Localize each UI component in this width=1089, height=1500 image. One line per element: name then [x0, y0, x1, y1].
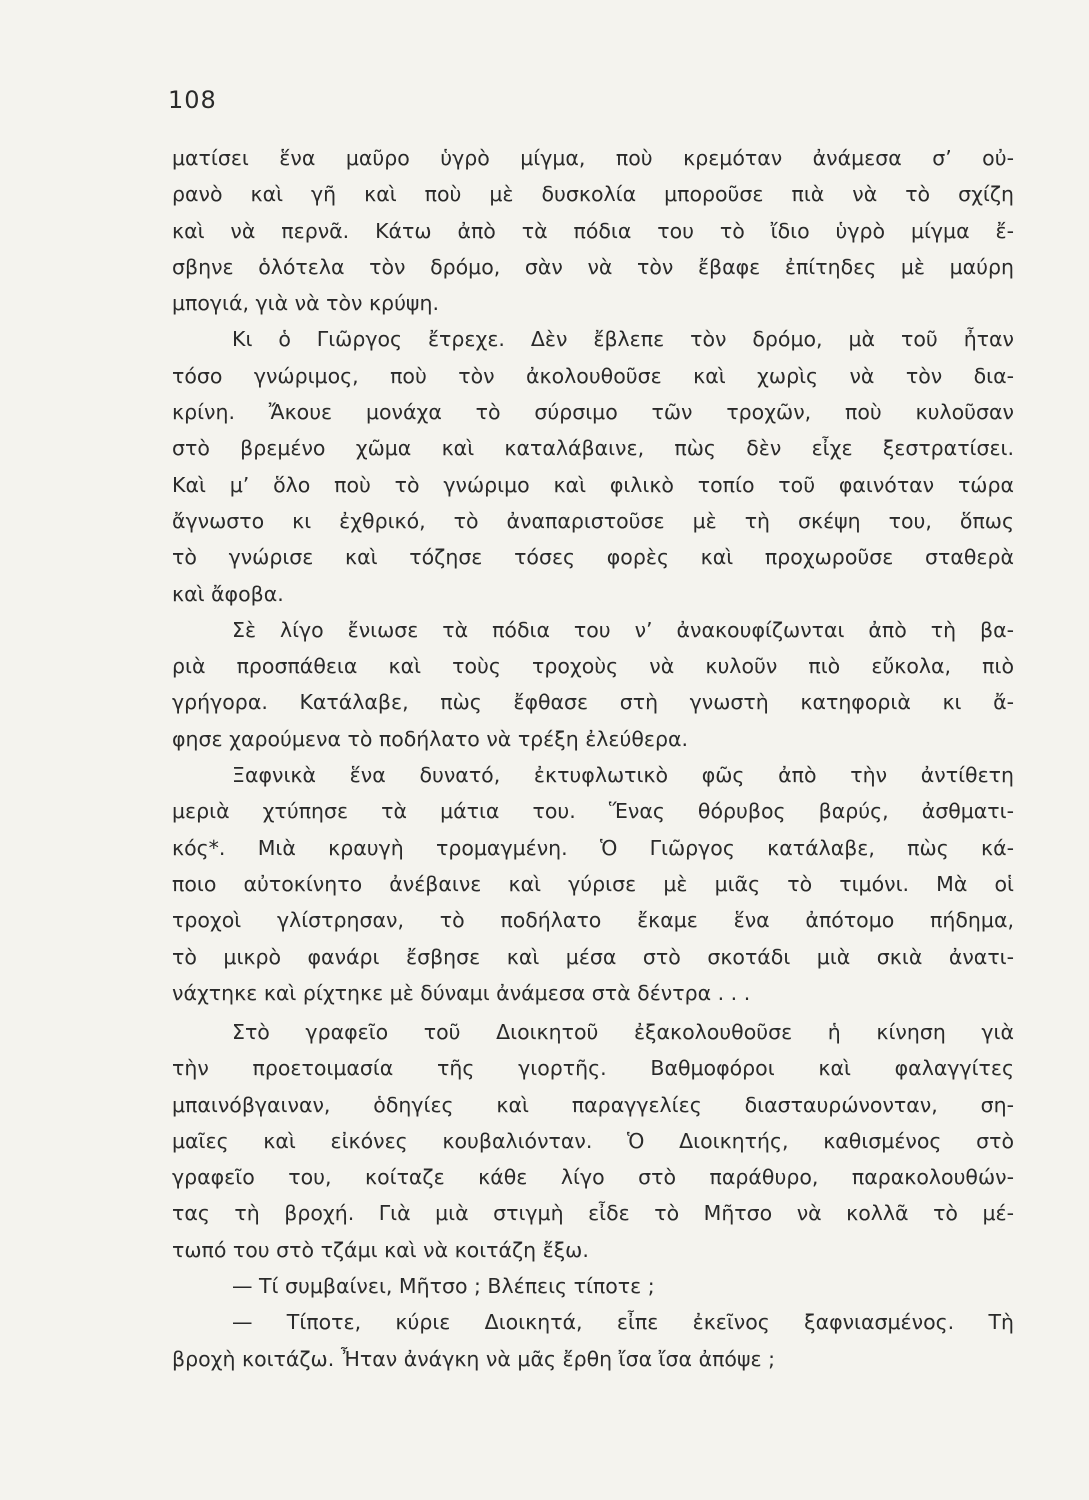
text-line: ἄγνωστο κι ἐχθρικό, τὸ ἀναπαριστοῦσε μὲ τὴ σκέψη του, ὅπως: [172, 508, 1014, 533]
text-block-main: [172, 140, 1014, 1011]
text-line: τόσο γνώριμος, ποὺ τὸν ἀκολουθοῦσε καὶ χωρὶς νὰ τὸν δια-: [172, 363, 1014, 388]
text-line: νάχτηκε καὶ ρίχτηκε μὲ δύναμι ἀνάμεσα στὰ δέντρα . . .: [172, 980, 751, 1005]
text-line: στὸ βρεμένο χῶμα καὶ καταλάβαινε, πὼς δὲν εἶχε ξεστρατίσει.: [172, 436, 1014, 461]
text-line: μαῖες καὶ εἰκόνες κουβαλιόνταν. Ὁ Διοικητής, καθισμένος στὸ: [172, 1128, 1014, 1153]
dialogue-line: — Τίποτε, κύριε Διοικητά, εἶπε ἐκεῖνος ξαφνιασμένος. Τὴ: [232, 1310, 1014, 1335]
text-line: γραφεῖο του, κοίταζε κάθε λίγο στὸ παράθυρο, παρακολουθών-: [172, 1165, 1014, 1190]
text-line: τὴν προετοιμασία τῆς γιορτῆς. Βαθμοφόροι καὶ φαλαγγίτες: [172, 1056, 1014, 1081]
text-line: τωπό του στὸ τζάμι καὶ νὰ κοιτάζη ἔξω.: [172, 1237, 589, 1262]
text-block-office: [172, 1014, 1014, 1377]
text-line: κός*. Μιὰ κραυγὴ τρομαγμένη. Ὁ Γιῶργος κατάλαβε, πὼς κά-: [172, 835, 1014, 860]
text-line: ρανὸ καὶ γῆ καὶ ποὺ μὲ δυσκολία μποροῦσε πιὰ νὰ τὸ σχίζη: [172, 182, 1014, 207]
text-line: βροχὴ κοιτάζω. Ἦταν ἀνάγκη νὰ μᾶς ἔρθη ἴσα ἴσα ἀπόψε ;: [172, 1346, 775, 1371]
text-line: φησε χαρούμενα τὸ ποδήλατο νὰ τρέξη ἐλεύθερα.: [172, 726, 689, 751]
text-line: Ξαφνικὰ ἕνα δυνατό, ἐκτυφλωτικὸ φῶς ἀπὸ τὴν ἀντίθετη: [232, 763, 1014, 788]
text-line: ριὰ προσπάθεια καὶ τοὺς τροχοὺς νὰ κυλοῦν πιὸ εὔκολα, πιὸ: [172, 654, 1014, 679]
text-line: καὶ νὰ περνᾶ. Κάτω ἀπὸ τὰ πόδια του τὸ ἴδιο ὑγρὸ μίγμα ἔ-: [172, 218, 1014, 243]
text-line: μεριὰ χτύπησε τὰ μάτια του. Ἕνας θόρυβος βαρύς, ἀσθματι-: [172, 799, 1014, 824]
page-number: 108: [168, 86, 217, 114]
text-line: τὸ μικρὸ φανάρι ἔσβησε καὶ μέσα στὸ σκοτάδι μιὰ σκιὰ ἀνατι-: [172, 944, 1014, 969]
text-line: Στὸ γραφεῖο τοῦ Διοικητοῦ ἐξακολουθοῦσε ἡ κίνηση γιὰ: [232, 1020, 1014, 1044]
text-line: γρήγορα. Κατάλαβε, πὼς ἔφθασε στὴ γνωστὴ κατηφοριὰ κι ἄ-: [172, 690, 1014, 715]
text-line: Κι ὁ Γιῶργος ἔτρεχε. Δὲν ἔβλεπε τὸν δρόμο, μὰ τοῦ ἦταν: [232, 327, 1014, 352]
text-line: μπογιά, γιὰ νὰ τὸν κρύψη.: [172, 291, 439, 316]
text-line: κρίνη. Ἄκουε μονάχα τὸ σύρσιμο τῶν τροχῶν, ποὺ κυλοῦσαν: [172, 400, 1014, 425]
text-line: Σὲ λίγο ἔνιωσε τὰ πόδια του ν’ ἀνακουφίζωνται ἀπὸ τὴ βα-: [232, 617, 1014, 642]
text-line: ματίσει ἕνα μαῦρο ὑγρὸ μίγμα, ποὺ κρεμόταν ἀνάμεσα σ’ οὐ-: [172, 146, 1014, 170]
text-line: Καὶ μ’ ὅλο ποὺ τὸ γνώριμο καὶ φιλικὸ τοπίο τοῦ φαινόταν τώρα: [172, 472, 1014, 497]
dialogue-line: — Τί συμβαίνει, Μῆτσο ; Βλέπεις τίποτε ;: [232, 1274, 655, 1299]
text-line: καὶ ἄφοβα.: [172, 581, 284, 606]
text-line: σβηνε ὁλότελα τὸν δρόμο, σὰν νὰ τὸν ἔβαφε ἐπίτηδες μὲ μαύρη: [172, 254, 1014, 279]
text-line: ποιο αὐτοκίνητο ἀνέβαινε καὶ γύρισε μὲ μιᾶς τὸ τιμόνι. Μὰ οἱ: [172, 871, 1014, 896]
text-line: τας τὴ βροχή. Γιὰ μιὰ στιγμὴ εἶδε τὸ Μῆτσο νὰ κολλᾶ τὸ μέ-: [172, 1201, 1014, 1226]
text-line: μπαινόβγαιναν, ὁδηγίες καὶ παραγγελίες διασταυρώνονταν, ση-: [172, 1092, 1014, 1117]
text-line: τὸ γνώρισε καὶ τόζησε τόσες φορὲς καὶ προχωροῦσε σταθερὰ: [172, 545, 1014, 570]
text-line: τροχοὶ γλίστρησαν, τὸ ποδήλατο ἔκαμε ἕνα ἀπότομο πήδημα,: [172, 908, 1014, 933]
